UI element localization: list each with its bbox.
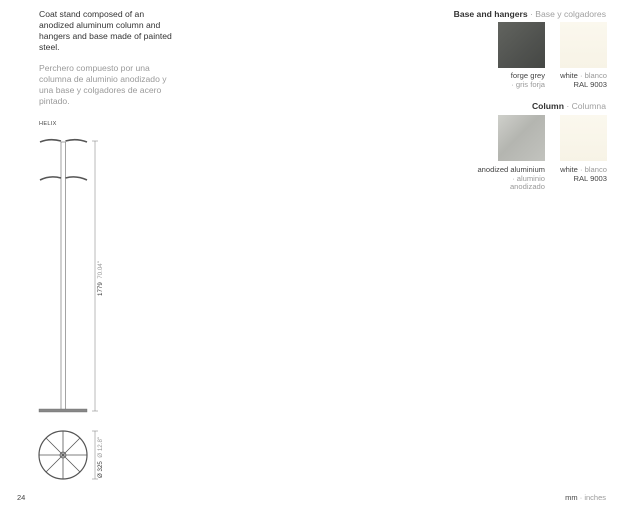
model-name: HELIX	[39, 121, 57, 127]
lower-hanger-right	[66, 177, 88, 180]
finish-swatch-white-hangers	[560, 22, 607, 68]
finish-swatch-forge-grey	[498, 22, 545, 68]
section-title-base-and-hangers: Base and hangers · Base y colgadores	[453, 9, 606, 19]
lower-hanger-left	[40, 177, 61, 180]
diameter-dimension-label: Ø 325 Ø 12.8"	[97, 436, 104, 478]
finish-label-forge-grey: forge grey · gris forja	[510, 71, 545, 89]
base	[39, 409, 87, 412]
description-english: Coat stand composed of an anodized aluminum column and hangers and base made of painted steel.	[39, 9, 172, 52]
column	[61, 142, 66, 410]
finish-swatch-anodized-aluminium	[498, 115, 545, 161]
upper-hanger-right	[66, 140, 88, 142]
height-dimension-label: 1779 70.04"	[97, 261, 104, 296]
description-spanish: Perchero compuesto por una columna de aluminio anodizado y una base y colgadores de acero pintado.	[39, 63, 167, 106]
units-legend: mm · inches	[565, 493, 606, 502]
finish-swatch-white-column	[560, 115, 607, 161]
finish-label-anodized-aluminium: anodized aluminium · aluminio anodizado	[477, 165, 545, 192]
upper-hanger-left	[40, 140, 61, 142]
finish-label-white-hangers: white · blanco RAL 9003	[560, 71, 607, 89]
finish-label-white-column: white · blanco RAL 9003	[560, 165, 607, 183]
section-title-column: Column · Columna	[531, 101, 606, 111]
page-number: 24	[17, 493, 26, 502]
top-view	[39, 431, 87, 479]
